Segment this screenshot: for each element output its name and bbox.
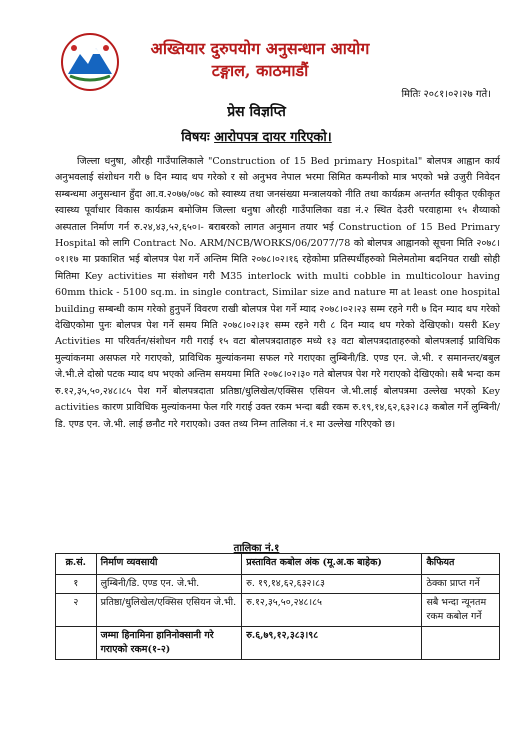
header-remarks: कैफियत [422, 554, 500, 575]
subject-text: आरोपपत्र दायर गरिएको। [214, 130, 332, 145]
cell-remarks: ठेक्का प्राप्त गर्ने [422, 575, 500, 594]
press-release-body [55, 154, 500, 433]
body-paragraph: जिल्ला धनुषा, औरही गाउँपालिकाले "Construction of 15 Bed primary Hospital" बोलपत्र आह्वान कार्य अनुभवलाई संशोधन गरी ७ दिन म्याद थप गरेको र सो अनुभव नेपाल भरमा सिमित कम्पनीको मात्र भएको भन्ने उजुरी निवेदन सम्बन्धमा अनुसन्धान हुँदा आ.व.२०७७/०७८ को स्वास्थ्य तथा जनसंख्या मन्त्रालयको नीति तथा कार्यक्रम अन्तर्गत स्वीकृत एकीकृत स्वास्थ्य पूर्वाधार विकास कार्यक्रम बमोजिम जिल्ला धनुषा औरही गाउँपालिका वडा नं.२ स्थित देउरी परवाहामा १५ शैय्याको अस्पताल निर्माण गर्न रु.२४,४३,५२,६५०।- बराबरको लागत अनुमान तयार भई Construction of 15 Bed Primary Hospital को लागि Contract No. ARM/NCB/WORKS/06/2077/78 को बोलपत्र आह्वानको सूचना मिति २०७८।०१।१७ मा प्रकाशित भई बोलपत्र पेश गर्ने अन्तिम मिति २०७८।०२।१६ रहेकोमा प्रतिस्पर्धीहरुको मिलेमतोमा बदनियत राखी सोही मितिमा Key activities मा संशोधन गरी M35 interlock with multi cobble in multicolour having 60mm thick - 5100 sq.m. in single contract, Similar size and nature मा at least one hospital building सम्बन्धी काम गरेको हुनुपर्ने विवरण राखी बोलपत्र पेश गर्ने म्याद २०७८।०२।२३ सम्म रहने गरी ७ दिन म्याद थप गरेको देखिएकोमा पुनः बोलपत्र पेश गर्ने समय मिति २०७८।०२।३१ सम्म रहने गरी ८ दिन म्याद थप गरेको देखिएको। यसरी Key Activities मा परिवर्तन/संशोधन गरी गराई १५ वटा बोलपत्रदाताहरु मध्ये १३ वटा बोलपत्रदाताहरुको बोलपत्रलाई प्राविधिक मुल्यांकनमा असफल गरे गराएको, प्राविधिक मुल्यांकनमा सफल गरे गराएका लुम्बिनी/डि. एण्ड एन. जे.भी. र समानन्तर/बबुल जे.भी.ले दोस्रो पटक म्याद थप भएको अन्तिम समयमा मिति २०७८।०२।३० गते बोलपत्र पेश गरे गराएको देखिएको। सबै भन्दा कम रु.१२,३५,५०,२४८।८५ पेश गर्ने बोलपत्रदाता प्रतिष्ठा/धुलिखेल/एक्सिस एसियन जे.भी.लाई बोलपत्रमा उल्लेख भएको Key activities कारण प्राविधिक मुल्यांकनमा फेल गरि गराई उक्त रकम भन्दा बढी रकम रु.१९,१४,६२,६३२।८३ कबोल गर्ने लुम्बिनी/डि. एण्ड एन. जे.भी. लाई छनौट गरे गराएको। उक्त तथ्य निम्न तालिका नं.१ मा उल्लेख गरिएको छ। [55, 156, 500, 430]
cell-serial: २ [56, 594, 97, 627]
table-row [56, 594, 500, 627]
table-header-row [56, 554, 500, 575]
cell-remarks: सबै भन्दा न्यूनतम रकम कबोल गर्ने [422, 594, 500, 627]
cell-bid-amount: रु.१२,३५,५०,२४८।८५ [242, 594, 422, 627]
release-date: मितिः २०८१।०२।२७ गते। [401, 89, 491, 100]
organization-name [130, 38, 390, 82]
document-title: प्रेस विज्ञप्ति [227, 104, 286, 120]
header-serial: क्र.सं. [56, 554, 97, 575]
cell-serial: १ [56, 575, 97, 594]
letterhead [0, 0, 513, 100]
total-label: जम्मा हिनामिना हानिनोक्सानी गरे गराएको रकम(१-२) [96, 627, 242, 660]
subject-label: विषयः [181, 130, 210, 145]
cell-empty [56, 627, 97, 660]
org-line-2: टङ्गाल, काठमाडौं [211, 61, 309, 80]
cell-contractor: प्रतिष्ठा/धुलिखेल/एक्सिस एसियन जे.भी. [96, 594, 242, 627]
table-row [56, 575, 500, 594]
org-line-1: अख्तियार दुरुपयोग अनुसन्धान आयोग [150, 39, 370, 58]
header-contractor: निर्माण व्यवसायी [96, 554, 242, 575]
bid-comparison-table [55, 553, 500, 660]
commission-emblem-icon [60, 32, 120, 92]
cell-empty [422, 627, 500, 660]
total-value: रु.६,७९,१२,३८३।९८ [242, 627, 422, 660]
header-bid-amount: प्रस्तावित कबोल अंक (मू.अ.क बाहेक) [242, 554, 422, 575]
table-caption: तालिका नं.१ [233, 543, 280, 554]
table-total-row [56, 627, 500, 660]
cell-contractor: लुम्बिनी/डि. एण्ड एन. जे.भी. [96, 575, 242, 594]
cell-bid-amount: रु. १९,१४,६२,६३२।८३ [242, 575, 422, 594]
subject-line [0, 127, 513, 145]
